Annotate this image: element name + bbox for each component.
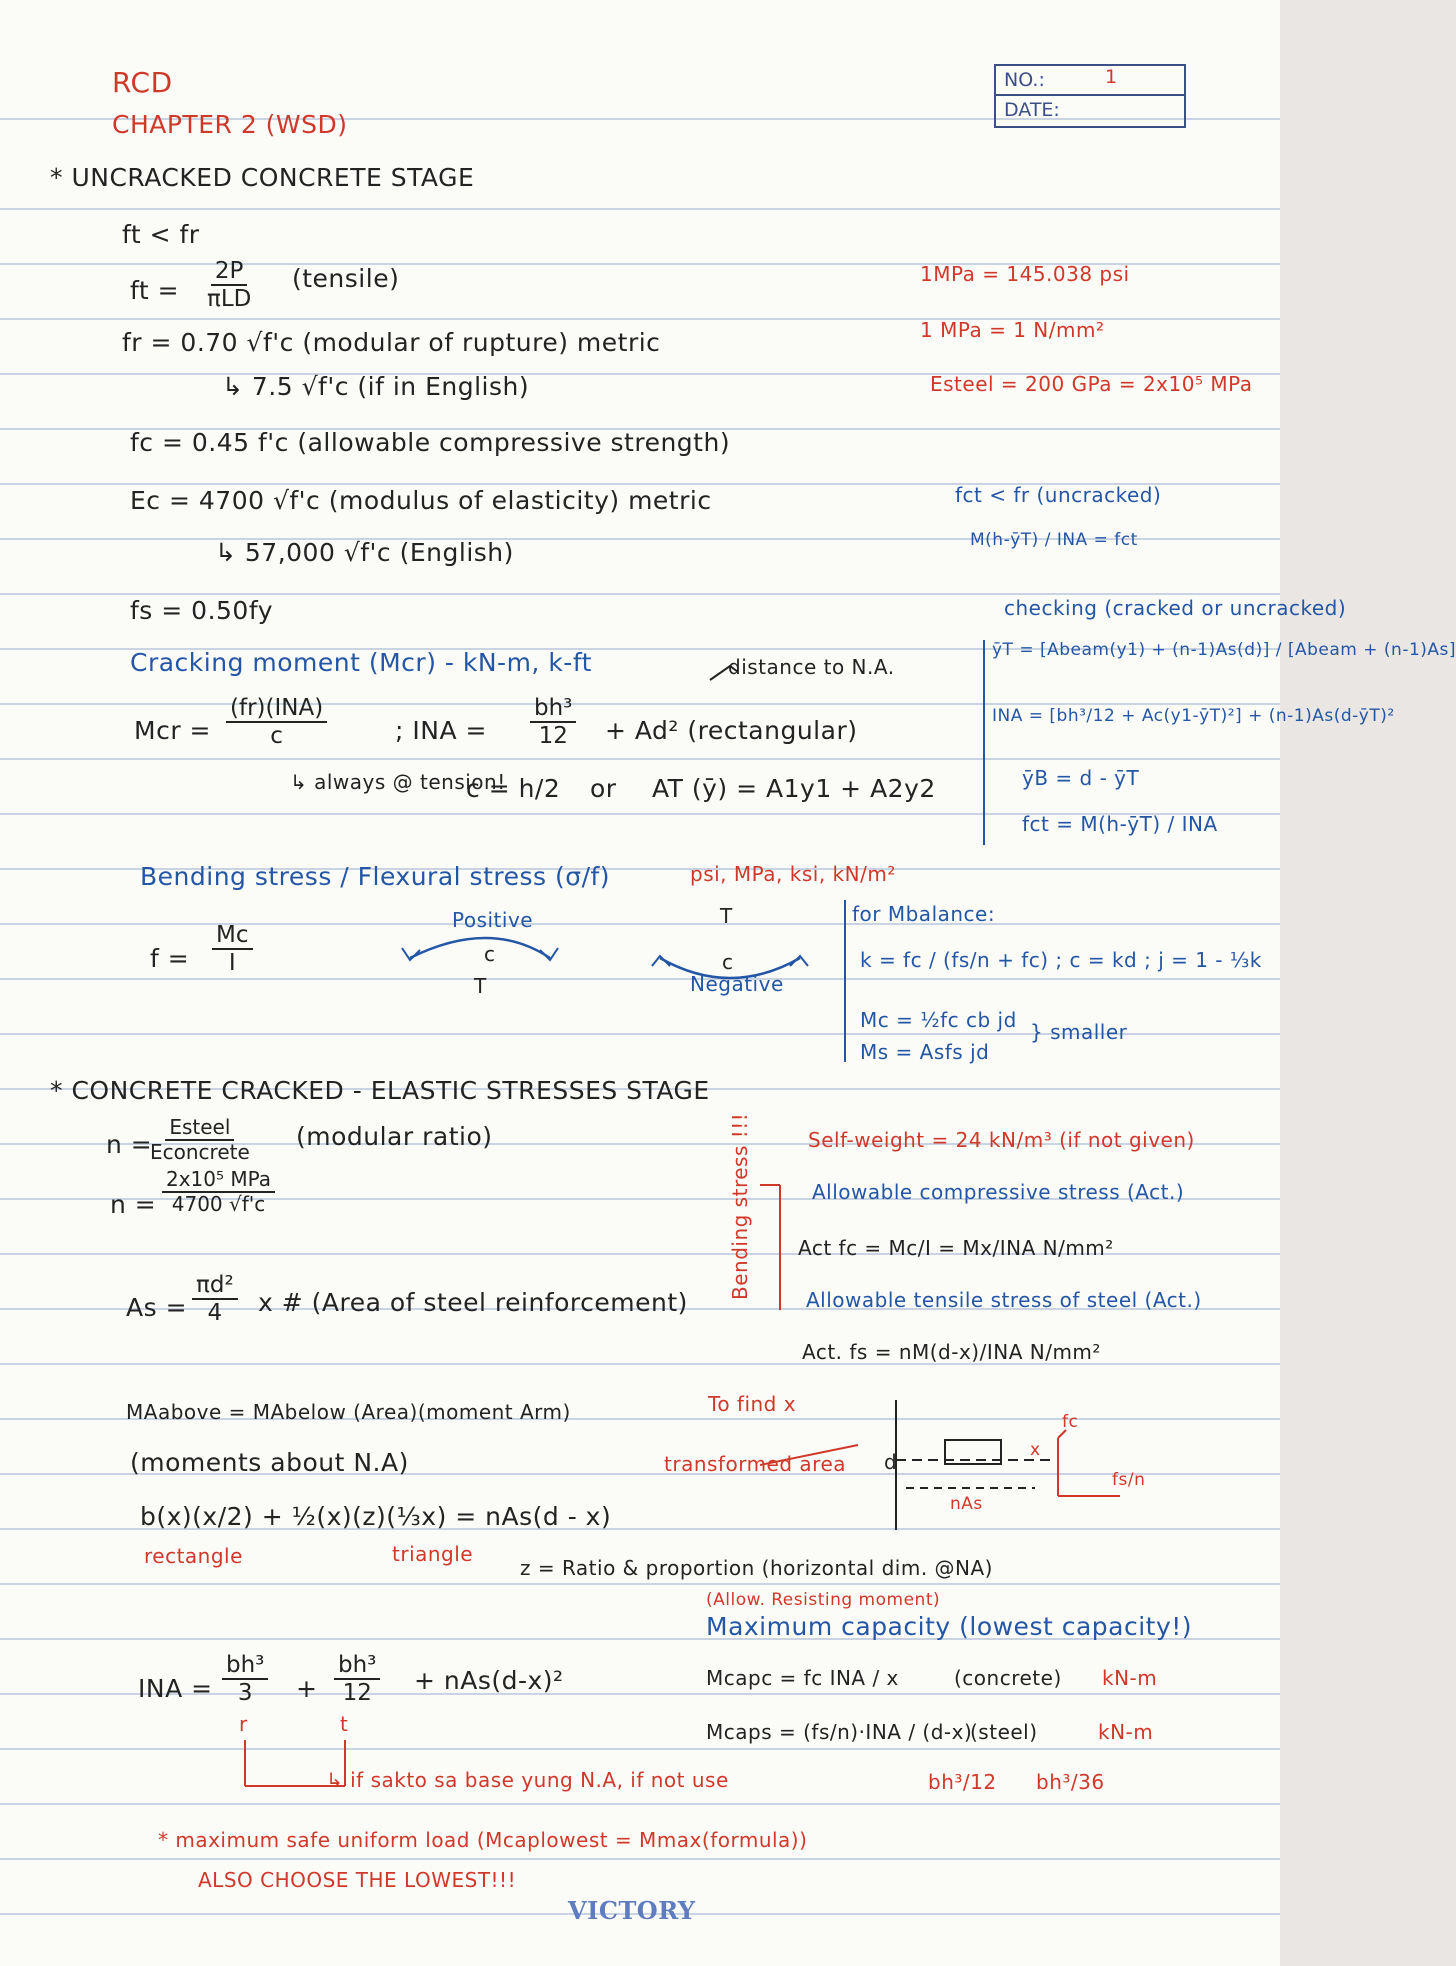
ft-note: (tensile) (292, 264, 400, 293)
cracking-title: Cracking moment (Mcr) - kN-m, k-ft (130, 648, 592, 677)
steel-label: (steel) (970, 1720, 1038, 1744)
transformed-area: transformed area (664, 1452, 847, 1476)
mbalance-label: for Mbalance: (852, 902, 996, 926)
fct-formula: M(h-ȳT) / INA = fct (970, 530, 1138, 550)
or-word: or (590, 774, 617, 803)
n1-note: (modular ratio) (296, 1122, 493, 1151)
ina2-plus: + (296, 1674, 318, 1703)
ec-line: Ec = 4700 √f'c (modulus of elasticity) metric (130, 486, 712, 515)
ina2-term2 (334, 1652, 380, 1707)
f-denominator: I (228, 950, 236, 977)
choose-lowest: ALSO CHOOSE THE LOWEST!!! (198, 1868, 517, 1892)
mcapc-unit: kN-m (1102, 1666, 1158, 1690)
fc-line: fc = 0.45 f'c (allowable compressive strength) (130, 428, 731, 457)
ina-rest: + Ad² (rectangular) (605, 716, 858, 745)
cracked-title: * CONCRETE CRACKED - ELASTIC STRESSES STAGE (50, 1076, 710, 1105)
chapter-title: CHAPTER 2 (WSD) (112, 110, 348, 139)
as-lhs: As = (126, 1293, 188, 1322)
fr-english: ↳ 7.5 √f'c (if in English) (222, 372, 530, 401)
at-equation: AT (ȳ) = A1y1 + A2y2 (652, 774, 936, 803)
yb-equation: ȳB = d - ȳT (1022, 766, 1140, 790)
mcr-lhs: Mcr = (134, 716, 211, 745)
subject-title: RCD (112, 66, 173, 99)
n1-lhs: n = (106, 1130, 153, 1159)
concrete-label: (concrete) (954, 1666, 1062, 1690)
yt-equation: ȳT = [Abeam(y1) + (n-1)As(d)] / [Abeam + (n-1)As] (992, 640, 1456, 660)
max-safe-load: * maximum safe uniform load (Mcaplowest = Mmax(formula)) (158, 1828, 808, 1852)
as-numerator: πd² (192, 1272, 238, 1300)
ina-denominator: 12 (538, 723, 568, 750)
diagram-fsn-label: fs/n (1112, 1470, 1146, 1490)
positive-beam-curve (410, 938, 550, 958)
fs-line: fs = 0.50fy (130, 596, 273, 625)
mcr-numerator: (fr)(INA) (226, 695, 327, 723)
ina2-term1-num: bh³ (222, 1652, 268, 1680)
k-equation: k = fc / (fs/n + fc) ; c = kd ; j = 1 - ⅓k (860, 948, 1262, 972)
ina-numerator: bh³ (530, 695, 576, 723)
diagram-fc-label: fc (1062, 1412, 1079, 1432)
fr-line: fr = 0.70 √f'c (modular of rupture) metric (122, 328, 661, 357)
triangle-label: triangle (392, 1542, 474, 1566)
ft-denominator: πLD (207, 286, 252, 313)
ina-check-equation: INA = [bh³/12 + Ac(y1-ȳT)²] + (n-1)As(d-ȳT)² (992, 706, 1395, 726)
diagram-x-label: x (1030, 1440, 1041, 1460)
positive-t: T (474, 974, 487, 998)
distance-arrow (710, 666, 738, 680)
maximum-capacity: Maximum capacity (lowest capacity!) (706, 1612, 1193, 1641)
ec-english: ↳ 57,000 √f'c (English) (215, 538, 514, 567)
positive-label: Positive (452, 908, 534, 932)
ft-less-fr: ft < fr (122, 220, 200, 249)
c-equation: c = h/2 (466, 774, 561, 803)
ina-lhs: ; INA = (395, 716, 487, 745)
mcr-denominator: c (270, 723, 283, 750)
n2-denominator: 4700 √f'c (171, 1192, 266, 1216)
always-tension: ↳ always @ tension! (290, 770, 506, 794)
ina2-term2-num: bh³ (334, 1652, 380, 1680)
base-note: ↳ if sakto sa base yung N.A, if not use (326, 1768, 729, 1792)
date-label: DATE: (1004, 99, 1060, 121)
f-lhs: f = (150, 944, 190, 973)
negative-label: Negative (690, 972, 784, 996)
base-note-term1: bh³/12 (928, 1770, 997, 1794)
mcapc-equation: Mcapc = fc INA / x (706, 1666, 899, 1690)
ina2-term1-den: 3 (237, 1680, 253, 1707)
unit-mpa-nmm: 1 MPa = 1 N/mm² (920, 318, 1105, 342)
no-label: NO.: (1004, 69, 1045, 91)
negative-t: T (720, 904, 733, 928)
ms-equation: Ms = Asfs jd (860, 1040, 990, 1064)
positive-arrow-right (540, 948, 558, 960)
as-rest: x # (Area of steel reinforcement) (258, 1288, 688, 1317)
positive-arrow-left (402, 948, 420, 960)
ma-equation: MAabove = MAbelow (Area)(moment Arm) (126, 1400, 571, 1424)
allowable-tensile: Allowable tensile stress of steel (Act.) (806, 1288, 1202, 1312)
ina2-rest: + nAs(d-x)² (414, 1666, 564, 1695)
checking-note: checking (cracked or uncracked) (1004, 596, 1347, 620)
n1-denominator: Econcrete (150, 1140, 250, 1164)
fct-uncracked: fct < fr (uncracked) (955, 483, 1162, 507)
negative-c: c (722, 950, 734, 974)
mcaps-equation: Mcaps = (fs/n)·INA / (d-x) (706, 1720, 973, 1744)
ft-numerator: 2P (211, 258, 248, 286)
ina2-lhs: INA = (138, 1674, 213, 1703)
z-ratio: z = Ratio & proportion (horizontal dim. @NA) (520, 1556, 993, 1580)
brand-logo: VICTORY (568, 1896, 696, 1925)
distance-na: distance to N.A. (728, 655, 895, 679)
rectangle-label: rectangle (144, 1544, 243, 1568)
self-weight: Self-weight = 24 kN/m³ (if not given) (808, 1128, 1195, 1152)
diagram-d-label: d (884, 1450, 898, 1474)
allowable-compressive: Allowable compressive stress (Act.) (812, 1180, 1185, 1204)
bending-title: Bending stress / Flexural stress (σ/f) (140, 862, 611, 891)
unit-mpa-psi: 1MPa = 145.038 psi (920, 262, 1130, 286)
diagram-nas-label: nAs (950, 1494, 983, 1514)
ft-lhs: ft = (130, 276, 180, 305)
moment-equation: b(x)(x/2) + ½(x)(z)(⅓x) = nAs(d - x) (140, 1502, 612, 1531)
bending-units: psi, MPa, ksi, kN/m² (690, 862, 896, 886)
n1-numerator: Esteel (165, 1116, 234, 1141)
n2-fraction (162, 1168, 275, 1216)
uncracked-title: * UNCRACKED CONCRETE STAGE (50, 163, 475, 192)
n1-fraction (146, 1116, 254, 1164)
bending-stress-note: Bending stress !!! (728, 1112, 752, 1300)
ina2-term1 (222, 1652, 268, 1707)
n2-numerator: 2x10⁵ MPa (162, 1168, 275, 1193)
f-numerator: Mc (212, 922, 253, 950)
mc-equation: Mc = ½fc cb jd (860, 1008, 1017, 1032)
no-value: 1 (1105, 66, 1118, 88)
unit-esteel: Esteel = 200 GPa = 2x10⁵ MPa (930, 372, 1253, 396)
as-denominator: 4 (207, 1300, 223, 1327)
smaller-note: } smaller (1030, 1020, 1128, 1044)
mcaps-unit: kN-m (1098, 1720, 1154, 1744)
base-note-term2: bh³/36 (1036, 1770, 1105, 1794)
allow-resisting: (Allow. Resisting moment) (706, 1590, 941, 1610)
ina2-term2-den: 12 (342, 1680, 372, 1707)
find-x: To find x (708, 1392, 797, 1416)
n2-lhs: n = (110, 1190, 157, 1219)
act-fs-equation: Act. fs = nM(d-x)/INA N/mm² (802, 1340, 1101, 1364)
fct-check-equation: fct = M(h-ȳT) / INA (1022, 812, 1218, 836)
as-fraction (192, 1272, 238, 1327)
act-fc-equation: Act fc = Mc/I = Mx/INA N/mm² (798, 1236, 1114, 1260)
positive-c: c (484, 942, 496, 966)
moments-about-na: (moments about N.A) (130, 1448, 409, 1477)
ina2-r-label: r (239, 1712, 248, 1736)
ina2-t-label: t (340, 1712, 349, 1736)
